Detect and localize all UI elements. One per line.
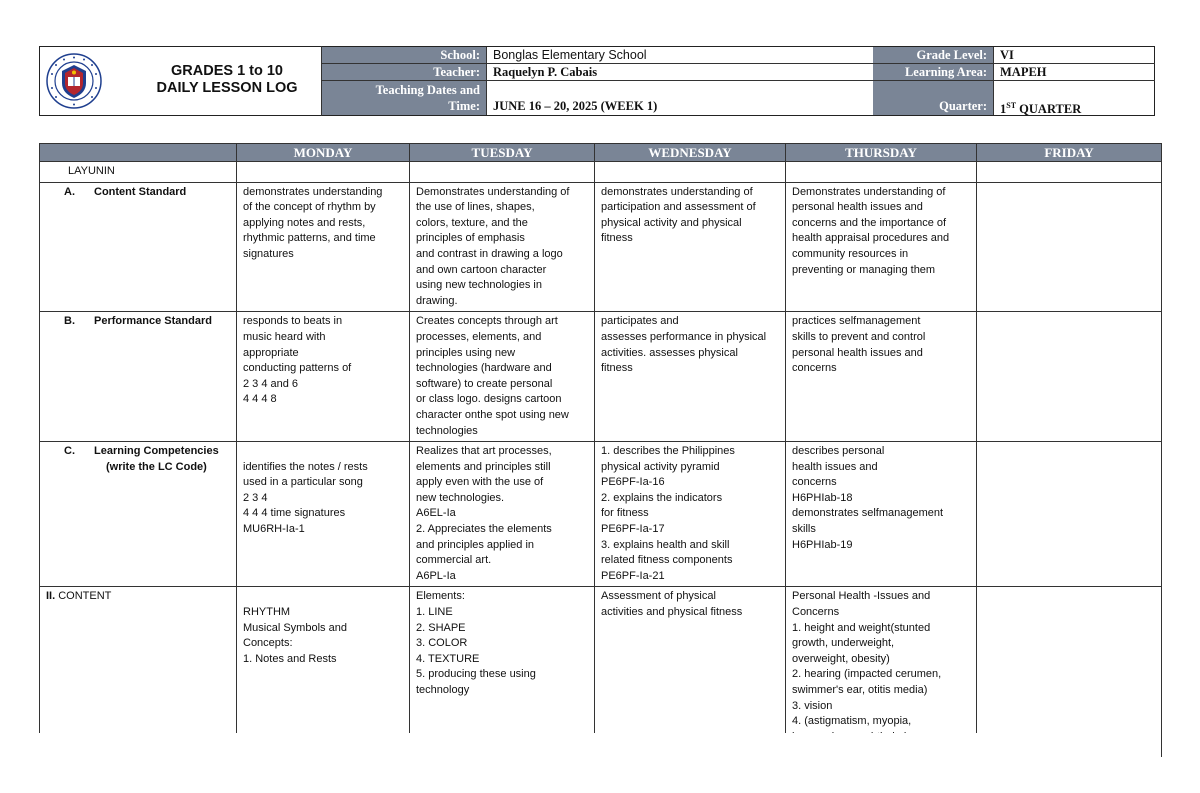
cell-text-line: Musical Symbols and <box>243 621 347 634</box>
cell-text-line: MU6RH-Ia-1 <box>243 523 305 536</box>
cell-text-line: 1. Notes and Rests <box>243 652 337 665</box>
cell-text-line: Realizes that art processes, <box>416 445 552 458</box>
layunin-thursday <box>786 162 977 183</box>
cell-text-line: of the concept of rhythm by <box>243 201 376 214</box>
cell-text-line: physical activity and physical <box>601 216 742 229</box>
column-header-wednesday: WEDNESDAY <box>595 144 786 162</box>
cell-text-line: RHYTHM <box>243 606 291 619</box>
learning-competencies-subtitle: (write the LC Code) <box>106 460 207 473</box>
content-label-numeral: II. <box>46 590 56 603</box>
learning-competencies-letter: C. <box>64 445 75 458</box>
cell-text-line: 2 3 4 and 6 <box>243 377 299 390</box>
learning-competencies-monday <box>237 442 410 587</box>
cell-text-line: A6EL-Ia <box>416 507 456 520</box>
cell-text-line: Elements: <box>416 590 465 603</box>
content-standard-row <box>40 182 1162 312</box>
learning-competencies-wednesday <box>595 442 786 587</box>
cell-text-line: 2 3 4 <box>243 491 268 504</box>
learning-competencies-thursday <box>786 442 977 587</box>
content-thursday <box>786 587 977 757</box>
deped-seal-logo <box>46 53 102 109</box>
lesson-log-table <box>39 143 1162 757</box>
cell-text-line: technologies (hardware and <box>416 362 552 375</box>
performance-standard-tuesday <box>410 312 595 442</box>
cell-text-line: concerns <box>792 476 837 489</box>
performance-standard-row <box>40 312 1162 442</box>
learning-area-value: MAPEH <box>993 64 1155 80</box>
cell-text-line: demonstrates understanding <box>243 185 383 198</box>
header-rule-1 <box>321 63 1155 64</box>
performance-standard-letter: B. <box>64 315 75 328</box>
cell-text-line: 4. TEXTURE <box>416 652 480 665</box>
cell-text-line: music heard with <box>243 330 326 343</box>
content-wednesday <box>595 587 786 757</box>
cell-text-line: 3. vision <box>792 699 833 712</box>
content-friday <box>977 587 1162 757</box>
cell-text-line: principles using new <box>416 346 516 359</box>
grade-level-label: Grade Level: <box>873 47 993 63</box>
header-rule-left <box>321 46 322 116</box>
cell-text-line: PE6PF-Ia-16 <box>601 476 665 489</box>
cell-text-line: fitness <box>601 362 633 375</box>
cell-text-line: used in a particular song <box>243 476 363 489</box>
content-standard-friday <box>977 182 1162 312</box>
cell-text-line: participates and <box>601 315 679 328</box>
column-header-tuesday: TUESDAY <box>410 144 595 162</box>
header-block <box>39 46 1155 116</box>
cell-text-line: 2. Appreciates the elements <box>416 523 552 536</box>
quarter-label: Quarter: <box>873 81 993 115</box>
cell-text-line: 1. LINE <box>416 606 453 619</box>
quarter-value <box>993 81 1155 115</box>
cell-text-line: 1. height and weight(stunted <box>792 621 931 634</box>
cell-text-line: related fitness components <box>601 554 733 567</box>
layunin-tuesday <box>410 162 595 183</box>
cell-text-line: Concepts: <box>243 637 293 650</box>
cell-text-line: physical activity pyramid <box>601 460 720 473</box>
learning-competencies-friday <box>977 442 1162 587</box>
layunin-monday <box>237 162 410 183</box>
learning-area-label: Learning Area: <box>873 64 993 80</box>
cell-text-line: health issues and <box>792 460 878 473</box>
cell-text-line: principles of emphasis <box>416 232 525 245</box>
cell-text-line <box>243 589 403 605</box>
content-standard-tuesday <box>410 182 595 312</box>
cell-text-line: software) to create personal <box>416 377 553 390</box>
school-label: School: <box>321 47 486 63</box>
page-bottom-margin <box>39 733 1161 793</box>
performance-standard-friday <box>977 312 1162 442</box>
cell-text-line: the use of lines, shapes, <box>416 201 535 214</box>
corner-header-cell <box>40 144 237 162</box>
cell-text-line: new technologies. <box>416 491 505 504</box>
content-label-text: CONTENT <box>55 590 112 603</box>
dates-label-line-2: Time: <box>448 99 480 113</box>
cell-text-line: Assessment of physical <box>601 590 716 603</box>
cell-text-line: 4 4 4 time signatures <box>243 507 346 520</box>
column-header-thursday: THURSDAY <box>786 144 977 162</box>
cell-text-line: skills to prevent and control <box>792 330 926 343</box>
performance-standard-title: Performance Standard <box>94 315 212 328</box>
grade-level-value: VI <box>993 47 1155 63</box>
cell-text-line: responds to beats in <box>243 315 343 328</box>
cell-text-line: fitness <box>601 232 633 245</box>
cell-text-line: 2. explains the indicators <box>601 491 723 504</box>
cell-text-line: Demonstrates understanding of <box>416 185 570 198</box>
cell-text-line: PE6PF-Ia-21 <box>601 569 665 582</box>
cell-text-line: conducting patterns of <box>243 362 352 375</box>
log-title <box>132 63 322 97</box>
performance-standard-monday <box>237 312 410 442</box>
cell-text-line: identifies the notes / rests <box>243 460 368 473</box>
cell-text-line: concerns and the importance of <box>792 216 947 229</box>
cell-text-line: and contrast in drawing a logo <box>416 247 563 260</box>
cell-text-line: swimmer's ear, otitis media) <box>792 684 928 696</box>
cell-text-line: demonstrates understanding of <box>601 185 753 198</box>
cell-text-line: technology <box>416 684 470 696</box>
cell-text-line: overweight, obesity) <box>792 652 890 665</box>
quarter-suffix: ST <box>1006 101 1017 110</box>
cell-text-line: Creates concepts through art <box>416 315 558 328</box>
cell-text-line: drawing. <box>416 294 458 307</box>
cell-text-line: Concerns <box>792 606 840 619</box>
layunin-row <box>40 162 1162 183</box>
cell-text-line: PE6PF-Ia-17 <box>601 523 665 536</box>
teacher-value: Raquelyn P. Cabais <box>486 64 873 80</box>
cell-text-line: 3. explains health and skill <box>601 538 730 551</box>
cell-text-line: participation and assessment of <box>601 201 756 214</box>
cell-text-line: colors, texture, and the <box>416 216 528 229</box>
column-header-monday: MONDAY <box>237 144 410 162</box>
cell-text-line: 3. COLOR <box>416 637 468 650</box>
cell-text-line: Demonstrates understanding of <box>792 185 946 198</box>
layunin-friday <box>977 162 1162 183</box>
title-line-1: GRADES 1 to 10 <box>171 63 283 79</box>
layunin-wednesday <box>595 162 786 183</box>
performance-standard-label <box>40 312 237 442</box>
content-standard-monday <box>237 182 410 312</box>
cell-text-line: signatures <box>243 247 294 260</box>
cell-text-line: Personal Health -Issues and <box>792 590 931 603</box>
cell-text-line: 2. hearing (impacted cerumen, <box>792 668 942 681</box>
cell-text-line: demonstrates selfmanagement <box>792 507 944 520</box>
cell-text-line: personal health issues and <box>792 346 923 359</box>
cell-text-line: and own cartoon character <box>416 263 547 276</box>
cell-text-line: technologies <box>416 424 478 437</box>
content-standard-thursday <box>786 182 977 312</box>
cell-text-line: using new technologies in <box>416 279 542 292</box>
learning-competencies-label <box>40 442 237 587</box>
learning-competencies-row <box>40 442 1162 587</box>
cell-text-line: assesses performance in physical <box>601 330 767 343</box>
title-line-2: DAILY LESSON LOG <box>156 80 298 96</box>
cell-text-line: activities and physical fitness <box>601 606 743 619</box>
dates-label-line-1: Teaching Dates and <box>375 83 480 97</box>
cell-text-line: 5. producing these using <box>416 668 536 681</box>
day-header-row <box>40 144 1162 162</box>
content-standard-letter: A. <box>64 185 75 198</box>
cell-text-line: skills <box>792 523 816 536</box>
content-standard-title: Content Standard <box>94 185 187 198</box>
quarter-number: 1 <box>1000 102 1007 117</box>
quarter-word: QUARTER <box>1016 102 1082 117</box>
content-row <box>40 587 1162 757</box>
cell-text-line: applying notes and rests, <box>243 216 366 229</box>
cell-text-line: personal health issues and <box>792 201 923 214</box>
performance-standard-thursday <box>786 312 977 442</box>
cell-text-line: and principles applied in <box>416 538 535 551</box>
cell-text-line: rhythmic patterns, and time <box>243 232 376 245</box>
header-info-grid <box>321 47 1155 115</box>
performance-standard-wednesday <box>595 312 786 442</box>
content-standard-wednesday <box>595 182 786 312</box>
cell-text-line: for fitness <box>601 507 649 520</box>
cell-text-line: activities. assesses physical <box>601 346 738 359</box>
dates-label <box>321 81 486 115</box>
cell-text-line: commercial art. <box>416 554 492 567</box>
content-tuesday <box>410 587 595 757</box>
cell-text-line: H6PHIab-18 <box>792 491 853 504</box>
cell-text-line: 2. SHAPE <box>416 621 466 634</box>
column-header-friday: FRIDAY <box>977 144 1162 162</box>
school-value: Bonglas Elementary School <box>486 47 873 63</box>
cell-text-line: concerns <box>792 362 837 375</box>
cell-text-line: processes, elements, and <box>416 330 542 343</box>
header-rule-2 <box>321 80 1155 81</box>
cell-text-line: practices selfmanagement <box>792 315 921 328</box>
cell-text-line <box>243 444 403 460</box>
content-label <box>40 587 237 757</box>
cell-text-line: A6PL-Ia <box>416 569 456 582</box>
cell-text-line: 4. (astigmatism, myopia, <box>792 715 912 728</box>
cell-text-line: elements and principles still <box>416 460 551 473</box>
cell-text-line: preventing or managing them <box>792 263 936 276</box>
cell-text-line: community resources in <box>792 247 909 260</box>
learning-competencies-title: Learning Competencies <box>94 445 219 458</box>
dates-value: JUNE 16 – 20, 2025 (WEEK 1) <box>486 81 873 115</box>
cell-text-line: apply even with the use of <box>416 476 544 489</box>
cell-text-line: appropriate <box>243 346 299 359</box>
cell-text-line: character onthe spot using new <box>416 408 569 421</box>
cell-text-line: health appraisal procedures and <box>792 232 950 245</box>
cell-text-line: H6PHIab-19 <box>792 538 853 551</box>
cell-text-line: 1. describes the Philippines <box>601 445 735 458</box>
cell-text-line: growth, underweight, <box>792 637 895 650</box>
content-monday <box>237 587 410 757</box>
teacher-label: Teacher: <box>321 64 486 80</box>
content-standard-label <box>40 182 237 312</box>
layunin-label: LAYUNIN <box>40 162 237 183</box>
cell-text-line: or class logo. designs cartoon <box>416 393 562 406</box>
cell-text-line: describes personal <box>792 445 885 458</box>
cell-text-line: 4 4 4 8 <box>243 393 277 406</box>
learning-competencies-tuesday <box>410 442 595 587</box>
